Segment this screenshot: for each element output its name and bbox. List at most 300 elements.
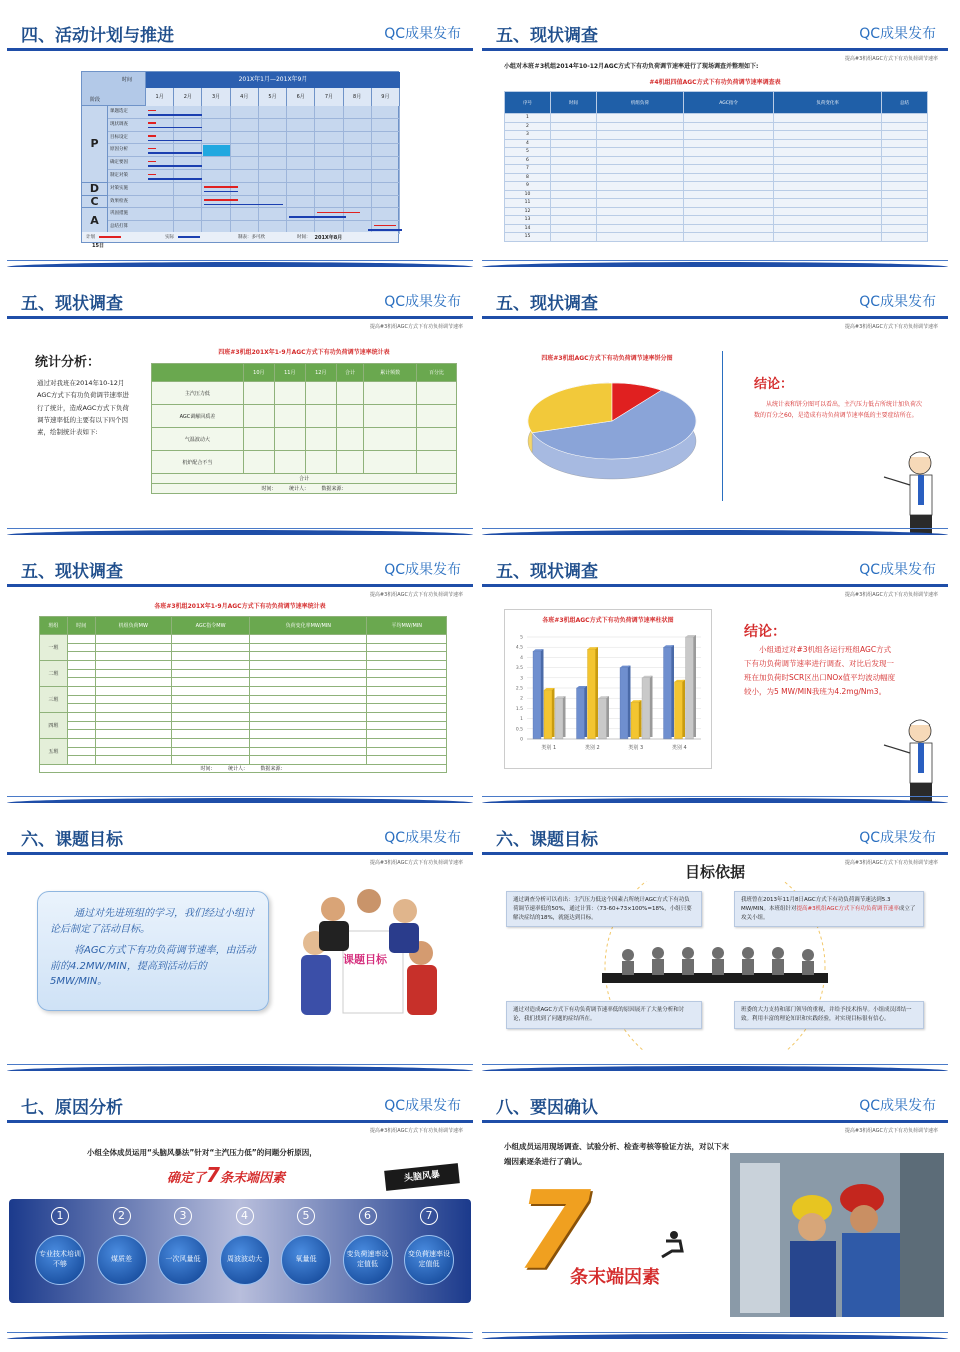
table-row	[505, 131, 928, 140]
table-row	[40, 635, 447, 644]
empty-cell	[684, 122, 774, 131]
cause-circle: 氧量低	[281, 1235, 331, 1285]
table-row	[505, 139, 928, 148]
empty-cell	[250, 635, 367, 644]
slide-status-survey-1[interactable]	[482, 7, 948, 269]
plan-bar	[148, 110, 156, 112]
empty-cell	[774, 156, 882, 165]
table-footer: 时间： 统计人： 数据来源：	[40, 765, 447, 773]
phase-label: D	[82, 183, 108, 196]
empty-cell	[250, 739, 367, 748]
stat-body: 通过对我班在2014年10-12月AGC方式下有功负荷调节速率进行了统计，造成AGC方式下负荷调节速率低的主要有以下四个因素，绘制统计表如下:	[37, 379, 129, 437]
header-cell: 平均MW/MIN	[367, 617, 447, 635]
task-label: 巩固措施	[108, 208, 146, 221]
row-number: 1	[505, 114, 551, 123]
table-footer: 时间： 统计人： 数据来源：	[152, 484, 457, 494]
empty-cell	[882, 139, 928, 148]
empty-cell	[596, 131, 683, 140]
empty-cell	[367, 739, 447, 748]
phase-label: A	[82, 208, 108, 234]
slide-team-table[interactable]	[7, 543, 473, 805]
empty-cell	[171, 730, 249, 739]
empty-cell	[305, 451, 336, 474]
empty-cell	[774, 122, 882, 131]
empty-cell	[274, 428, 305, 451]
y-tick-label: 2.5	[515, 686, 523, 692]
table-row	[505, 224, 928, 233]
conclusion-text: 小组通过对#3机组各运行班组AGC方式下有功负荷调节速率进行调查、对比后发现一班在加负荷时SCR区出口NOx值平均波动幅度较小，为5 MW/MIN我班为4.2mg/Nm3。	[744, 645, 896, 696]
empty-cell	[596, 182, 683, 191]
empty-cell	[95, 635, 171, 644]
row-number: 8	[505, 173, 551, 182]
empty-cell	[774, 165, 882, 174]
brand-label: QC成果发布	[859, 1098, 936, 1114]
bar	[588, 649, 596, 739]
cause-intro: 小组全体成员运用“头脑风暴法”针对“主汽压力低”的问题分析原因，	[87, 1148, 317, 1157]
empty-cell	[367, 704, 447, 713]
bar	[631, 702, 639, 739]
table-row	[505, 165, 928, 174]
empty-cell	[550, 139, 596, 148]
empty-cell	[250, 713, 367, 722]
month-cell: 2月	[174, 88, 202, 106]
actual-bar	[368, 229, 402, 231]
cause-circle: 周波波动大	[220, 1235, 270, 1285]
empty-cell	[774, 182, 882, 191]
bar-side	[650, 676, 653, 737]
row-number: 12	[505, 207, 551, 216]
empty-cell	[95, 669, 171, 678]
team-table	[39, 616, 447, 773]
cause-number: 5	[297, 1207, 315, 1225]
table-row	[40, 730, 447, 739]
empty-cell	[274, 382, 305, 405]
workers-photo	[730, 1153, 944, 1317]
slide-footer	[7, 1327, 473, 1341]
empty-cell	[684, 148, 774, 157]
empty-cell	[882, 114, 928, 123]
basis-box-3: 通过对造成AGC方式下有功负荷调节速率低的原因展开了大量分析和讨论，我们找到了问题的症结所在。	[506, 1001, 702, 1029]
bar	[620, 668, 628, 739]
row-number: 2	[505, 122, 551, 131]
grid-row	[146, 196, 400, 209]
slide-title: 四、活动计划与推进	[21, 26, 174, 46]
empty-cell	[550, 182, 596, 191]
brand-label: QC成果发布	[384, 1098, 461, 1114]
empty-cell	[367, 687, 447, 696]
empty-cell	[596, 190, 683, 199]
big-seven-text: 条末端因素	[570, 1267, 660, 1288]
empty-cell	[67, 669, 95, 678]
empty-cell	[67, 678, 95, 687]
empty-cell	[684, 173, 774, 182]
empty-cell	[274, 405, 305, 428]
cause-number: 1	[51, 1207, 69, 1225]
actual-bar	[204, 191, 238, 193]
empty-cell	[250, 661, 367, 670]
empty-cell	[95, 678, 171, 687]
empty-cell	[171, 643, 249, 652]
empty-cell	[336, 451, 364, 474]
empty-cell	[243, 428, 274, 451]
header-cell: 机组负荷	[596, 92, 683, 114]
empty-cell	[171, 695, 249, 704]
confirm-intro: 小组成员运用现场调查、试验分析、检查考核等验证方法，对以下末端因素逐条进行了确认。	[504, 1142, 729, 1166]
y-tick-label: 4	[520, 655, 523, 661]
empty-cell	[882, 173, 928, 182]
plan-bar	[204, 186, 238, 188]
table-row	[40, 678, 447, 687]
header-cell: 序号	[505, 92, 551, 114]
empty-cell	[171, 635, 249, 644]
x-tick-label: 类别 1	[541, 745, 557, 751]
grid-row	[146, 170, 400, 183]
empty-cell	[882, 199, 928, 208]
slide-footer	[482, 255, 948, 269]
brainstorm-logo: 头脑风暴	[384, 1163, 460, 1191]
table-row	[40, 661, 447, 670]
month-cell: 5月	[259, 88, 287, 106]
row-label: AGC调解回质差	[152, 405, 244, 428]
empty-cell	[684, 165, 774, 174]
y-tick-label: 4.5	[515, 645, 523, 651]
brand-label: QC成果发布	[384, 294, 461, 310]
slide-title: 五、现状调查	[496, 562, 598, 582]
header-cell: 合计	[336, 364, 364, 382]
task-label: 现状调查	[108, 119, 146, 132]
empty-cell	[596, 224, 683, 233]
table-row	[505, 156, 928, 165]
empty-cell	[684, 190, 774, 199]
basis-box-2c: 成立了攻关小组。	[741, 905, 916, 921]
y-tick-label: 5	[520, 635, 523, 641]
empty-cell	[95, 713, 171, 722]
empty-cell	[550, 148, 596, 157]
empty-cell	[364, 382, 417, 405]
gantt-chart	[81, 71, 399, 249]
brand-label: QC成果发布	[384, 562, 461, 578]
bar	[642, 678, 650, 739]
slide-footer	[7, 255, 473, 269]
empty-cell	[250, 643, 367, 652]
header-cell: 机组负荷MW	[95, 617, 171, 635]
empty-cell	[596, 216, 683, 225]
empty-cell	[550, 114, 596, 123]
cause-band	[9, 1199, 471, 1303]
month-cell: 8月	[344, 88, 372, 106]
header-cell: 累计频数	[364, 364, 417, 382]
empty-cell	[95, 730, 171, 739]
brand-label: QC成果发布	[859, 294, 936, 310]
actual-bar	[204, 204, 283, 206]
result-suffix: 条末端因素	[219, 1171, 285, 1186]
task-label: 确定要因	[108, 157, 146, 170]
empty-cell	[367, 730, 447, 739]
table-row	[505, 233, 928, 242]
empty-cell	[367, 721, 447, 730]
divider	[722, 351, 723, 501]
empty-cell	[550, 224, 596, 233]
slide-cause-analysis[interactable]	[7, 1079, 473, 1341]
row-number: 10	[505, 190, 551, 199]
slide-pie-conclusion[interactable]	[482, 275, 948, 537]
y-tick-label: 1	[520, 717, 523, 723]
empty-cell	[882, 131, 928, 140]
big-seven: 7	[516, 1169, 592, 1294]
bar-chart	[505, 631, 711, 761]
month-cell: 9月	[372, 88, 400, 106]
goal-p1: 通过对先进班组的学习，我们经过小组讨论后制定了活动目标。	[50, 908, 254, 935]
slide-activity-plan[interactable]	[7, 7, 473, 269]
empty-cell	[774, 148, 882, 157]
slide-title: 五、现状调查	[496, 26, 598, 46]
table-title: 四班#3机组201X年1-9月AGC方式下有功负荷调节速率统计表	[218, 349, 390, 356]
table-row	[40, 687, 447, 696]
empty-cell	[684, 182, 774, 191]
slide-bar-conclusion[interactable]	[482, 543, 948, 805]
slide-footer	[482, 1059, 948, 1073]
plan-bar	[148, 122, 156, 124]
empty-cell	[882, 224, 928, 233]
phase-label: C	[82, 196, 108, 209]
thinker-icon	[652, 1229, 692, 1259]
empty-cell	[774, 216, 882, 225]
empty-cell	[67, 661, 95, 670]
conclusion-text: 从统计表和饼分图可以看出，主汽压力低占所统计加负荷次数的百分之60，是造成有功负荷调节速率低的主要症结所在。	[754, 401, 923, 420]
slide-footer	[482, 791, 948, 805]
bar-side	[683, 680, 686, 737]
actual-bar	[148, 140, 202, 142]
empty-cell	[882, 156, 928, 165]
empty-cell	[882, 233, 928, 242]
cause-number: 6	[359, 1207, 377, 1225]
bar-side	[585, 686, 588, 737]
table-title: 各班#3机组201X年1-9月AGC方式下有功负荷调节速率统计表	[154, 603, 326, 610]
table-row	[40, 704, 447, 713]
empty-cell	[367, 669, 447, 678]
row-number: 3	[505, 131, 551, 140]
empty-cell	[95, 652, 171, 661]
team-label: 五班	[40, 739, 68, 765]
empty-cell	[171, 721, 249, 730]
goal-p2: 将AGC方式下有功负荷调节速率，由活动前的4.2MW/MIN，提高到活动后的5MW/MIN。	[50, 945, 256, 987]
empty-cell	[550, 131, 596, 140]
table-row	[40, 652, 447, 661]
table-row	[152, 382, 457, 405]
y-tick-label: 2	[520, 696, 523, 702]
empty-cell	[67, 704, 95, 713]
empty-cell	[67, 721, 95, 730]
task-col	[108, 106, 146, 234]
empty-cell	[336, 382, 364, 405]
empty-cell	[367, 643, 447, 652]
empty-cell	[250, 730, 367, 739]
empty-cell	[274, 451, 305, 474]
pie-chart	[512, 375, 712, 485]
empty-cell	[882, 148, 928, 157]
empty-cell	[596, 207, 683, 216]
y-tick-label: 0	[520, 737, 523, 743]
table-row	[152, 428, 457, 451]
header-cell	[152, 364, 244, 382]
empty-cell	[336, 428, 364, 451]
team-label: 二班	[40, 661, 68, 687]
empty-cell	[774, 233, 882, 242]
basis-box-2a: 我班曾在2013年11月8日AGC方式下有功负荷调节速达到5.3 MW/MIN。本班组针对	[741, 897, 891, 912]
empty-cell	[596, 139, 683, 148]
brand-label: QC成果发布	[384, 26, 461, 42]
slide-goal-basis[interactable]	[482, 811, 948, 1073]
empty-cell	[596, 233, 683, 242]
row-number: 4	[505, 139, 551, 148]
task-label: 对策实施	[108, 183, 146, 196]
empty-cell	[250, 652, 367, 661]
bar-side	[694, 635, 697, 737]
empty-cell	[67, 635, 95, 644]
table-row	[505, 207, 928, 216]
empty-cell	[364, 451, 417, 474]
bar	[664, 647, 672, 739]
header-range: 201X年1月—201X年9月	[146, 72, 400, 88]
table-row	[40, 695, 447, 704]
empty-cell	[171, 678, 249, 687]
cause-number: 4	[236, 1207, 254, 1225]
empty-cell	[550, 207, 596, 216]
legend-date: 201X年8月	[314, 234, 343, 241]
slide-footer	[482, 1327, 948, 1341]
row-number: 6	[505, 156, 551, 165]
gantt-grid	[146, 106, 400, 234]
actual-bar	[148, 127, 202, 129]
empty-cell	[367, 661, 447, 670]
slide-title: 六、课题目标	[496, 830, 598, 850]
table-row	[152, 405, 457, 428]
goal-box	[37, 891, 269, 1011]
title-underline	[482, 1120, 948, 1123]
plan-bar	[148, 174, 156, 176]
actual-bar	[148, 152, 202, 154]
empty-cell	[364, 405, 417, 428]
header-cell: 12月	[305, 364, 336, 382]
empty-cell	[596, 165, 683, 174]
empty-cell	[550, 216, 596, 225]
x-tick-label: 类别 4	[671, 745, 687, 751]
basis-box-1: 通过调查分析可以看出：主汽压力低这个因素占所统计AGC方式下有功负荷调节速率低的50%，通过计算：（73-60+73×100%=18%，小组只要解决症结的18%，就能达到目标。	[506, 891, 702, 927]
slide-key-cause[interactable]	[482, 1079, 948, 1341]
bar-side	[552, 688, 555, 737]
month-cell: 4月	[231, 88, 259, 106]
month-cell: 6月	[287, 88, 315, 106]
chart-title: 四班#3机组AGC方式下有功负荷调节速率饼分图	[541, 355, 673, 362]
conclusion-heading: 结论：	[744, 624, 786, 640]
empty-cell	[367, 695, 447, 704]
empty-cell	[550, 199, 596, 208]
bar-side	[541, 649, 544, 737]
table-row	[40, 721, 447, 730]
grid-row	[146, 132, 400, 145]
x-tick-label: 类别 3	[628, 745, 644, 751]
empty-cell	[67, 739, 95, 748]
grid-row	[146, 157, 400, 170]
bar-side	[563, 696, 566, 737]
empty-cell	[774, 199, 882, 208]
result-prefix: 确定了	[167, 1171, 207, 1186]
slide-title: 八、要因确认	[496, 1098, 598, 1118]
empty-cell	[171, 713, 249, 722]
task-label: 目标设定	[108, 132, 146, 145]
empty-cell	[550, 190, 596, 199]
empty-cell	[774, 190, 882, 199]
header-cell: AGC指令	[684, 92, 774, 114]
empty-cell	[250, 721, 367, 730]
slide-statistics[interactable]	[7, 275, 473, 537]
empty-cell	[171, 756, 249, 765]
survey-intro: 小组对本班＃3机组2014年10-12月AGC方式下有功负荷调节速率进行了现场调查并整理如下:	[504, 63, 759, 70]
empty-cell	[882, 207, 928, 216]
empty-cell	[882, 216, 928, 225]
month-cell: 3月	[202, 88, 230, 106]
empty-cell	[305, 382, 336, 405]
team-label: 三班	[40, 687, 68, 713]
slide-footer	[7, 791, 473, 805]
sign-label: 课题目标	[343, 953, 387, 966]
empty-cell	[684, 131, 774, 140]
empty-cell	[67, 756, 95, 765]
table-row	[505, 122, 928, 131]
total-row: 合计	[152, 474, 457, 484]
basis-box-4: 班委的大力支持和部门领导的重视，并给予技术指导。小组成员团结一致。利用丰富的理论知识和实践经验，对实现目标很有信心。	[734, 1001, 924, 1029]
slide-subtitle: 提高#3机组AGC方式下有功负荷调节速率	[369, 324, 463, 330]
slide-goal[interactable]	[7, 811, 473, 1073]
slide-subtitle: 提高#3机组AGC方式下有功负荷调节速率	[844, 56, 938, 62]
empty-cell	[596, 114, 683, 123]
empty-cell	[416, 405, 456, 428]
empty-cell	[774, 173, 882, 182]
empty-cell	[95, 721, 171, 730]
empty-cell	[95, 643, 171, 652]
empty-cell	[882, 122, 928, 131]
empty-cell	[250, 756, 367, 765]
empty-cell	[684, 156, 774, 165]
empty-cell	[684, 114, 774, 123]
grid-row	[146, 144, 400, 157]
table-row	[40, 756, 447, 765]
bar	[544, 690, 552, 739]
slide-subtitle: 提高#3机组AGC方式下有功负荷调节速率	[369, 1128, 463, 1134]
empty-cell	[367, 756, 447, 765]
empty-cell	[367, 652, 447, 661]
empty-cell	[774, 224, 882, 233]
empty-cell	[171, 687, 249, 696]
slide-footer	[7, 1059, 473, 1073]
table-row	[40, 739, 447, 748]
month-cell: 7月	[315, 88, 343, 106]
title-underline	[482, 584, 948, 587]
grid-row	[146, 183, 400, 196]
header-time: 时间	[122, 77, 133, 83]
empty-cell	[95, 756, 171, 765]
empty-cell	[364, 428, 417, 451]
header-stage: 阶段	[90, 97, 101, 103]
empty-cell	[550, 165, 596, 174]
table-row	[40, 747, 447, 756]
empty-cell	[596, 156, 683, 165]
task-label: 总结打算	[108, 221, 146, 234]
empty-cell	[336, 405, 364, 428]
title-underline	[7, 1120, 473, 1123]
cause-circle: 变负荷速率设定值低	[343, 1235, 393, 1285]
empty-cell	[596, 173, 683, 182]
